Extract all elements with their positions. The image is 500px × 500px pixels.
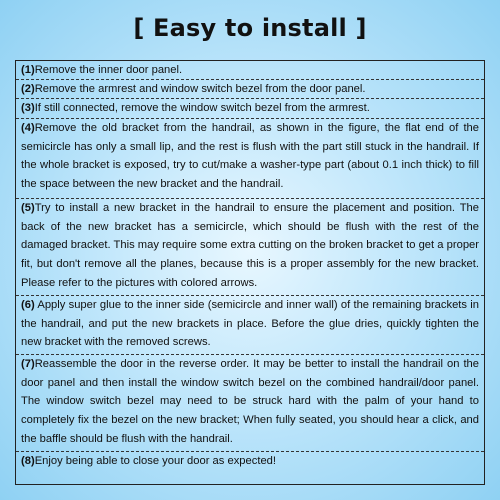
step-text: Remove the armrest and window switch bezel from the door panel. <box>34 83 366 95</box>
step-text: Remove the old bracket from the handrail, as shown in the figure, the flat end of the semicircle has only a small lip, and the rest is flush with the part still stuck in the handrail. If the whole bracket is exposed, try to cut/make a washer-type part (about 0.1 inch thick) to fill the space between the new bracket and the handrail. <box>21 122 479 191</box>
step-number: (6) <box>21 299 35 311</box>
step-text: Remove the inner door panel. <box>34 64 183 76</box>
step-3 <box>16 99 484 119</box>
step-1 <box>16 61 484 80</box>
step-number: (7) <box>21 358 35 370</box>
step-7 <box>16 355 484 452</box>
step-number: (4) <box>21 122 35 134</box>
step-text: Apply super glue to the inner side (semicircle and inner wall) of the remaining brackets in the handrail, and put the new brackets in place. Before the glue dries, quickly tighten the new bracket with the removed screws. <box>21 299 479 349</box>
step-text: If still connected, remove the window switch bezel from the armrest. <box>34 102 370 114</box>
step-number: (8) <box>21 455 35 467</box>
step-8 <box>16 452 484 483</box>
page-title: [ Easy to install ] <box>133 14 367 42</box>
step-text: Try to install a new bracket in the handrail to ensure the placement and position. The back of the new bracket has a semicircle, which should be flush with the rest of the damaged bracket. This may require some extra cutting on the broken bracket to get a proper fit, but don't remove all the planes, because this is a proper assembly for the new bracket. Please refer to the pictures with colored arrows. <box>21 202 479 289</box>
step-number: (5) <box>21 202 35 214</box>
step-2 <box>16 80 484 99</box>
step-number: (2) <box>21 83 35 95</box>
step-5 <box>16 199 484 296</box>
step-number: (3) <box>21 102 35 114</box>
step-text: Enjoy being able to close your door as expected! <box>34 455 276 467</box>
step-text: Reassemble the door in the reverse order. It may be better to install the handrail on the door panel and then install the window switch bezel on the combined handrail/door panel. The window switch bezel may need to be struck hard with the palm of your hand to completely fix the bezel on the new bracket; When fully seated, you should hear a click, and the baffle should be flush with the handrail. <box>21 358 479 445</box>
step-number: (1) <box>21 64 35 76</box>
step-4 <box>16 119 484 199</box>
step-6 <box>16 296 484 355</box>
instructions-panel <box>15 60 485 485</box>
